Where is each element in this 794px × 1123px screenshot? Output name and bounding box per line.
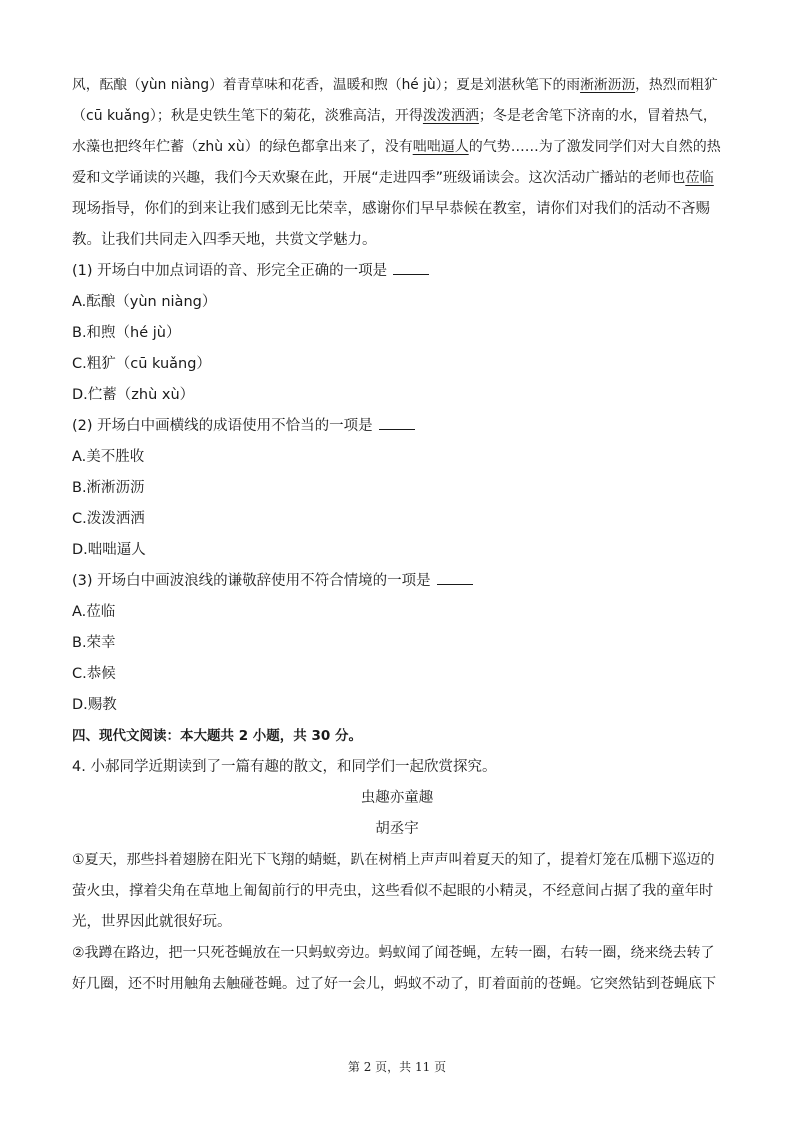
question-stem (72, 256, 722, 287)
option: A.酝酿（yùn niàng） (72, 294, 217, 310)
option: C.恭候 (72, 666, 116, 682)
intro-text: 在教室，请你们对我们的活动不吝 (478, 201, 696, 217)
honorific-word: 莅临 (685, 170, 714, 186)
option: A.莅临 (72, 604, 116, 620)
honorific-word: 教 (72, 232, 87, 248)
option: B.和煦（hé jù） (72, 325, 181, 341)
answer-blank[interactable] (437, 570, 473, 585)
option: D.赐教 (72, 697, 117, 713)
question-2 (72, 411, 722, 566)
article-paragraph-2 (72, 938, 722, 1000)
intro-line (72, 132, 722, 163)
intro-line (72, 194, 722, 225)
intro-text: 爱和文学诵读的兴趣，我们今天欢聚在此，开展“走进四季”班级诵读会。这次活动广播站的老师也 (72, 170, 686, 186)
article-line: 好几圈，还不时用触角去触碰苍蝇。过了好一会儿，蚂蚁不动了，盯着面前的苍蝇。它突然钻到苍蝇底下 (72, 976, 716, 992)
question-stem (72, 566, 722, 597)
intro-text: ，感谢你们早早 (347, 201, 449, 217)
option: B.淅淅沥沥 (72, 480, 145, 496)
option: C.粗犷（cū kuǎng） (72, 356, 211, 372)
intro-text: 。让我们共同走入四季天地，共赏文学魅力。 (86, 232, 377, 248)
question-3 (72, 566, 722, 721)
intro-line (72, 70, 722, 101)
intro-line (72, 101, 722, 132)
article-author: 胡丞宇 (375, 821, 419, 837)
section-heading: 四、现代文阅读：本大题共 2 小题，共 30 分。 (72, 728, 362, 744)
answer-blank[interactable] (393, 260, 429, 275)
question-4-stem: 4. 小郝同学近期读到了一篇有趣的散文，和同学们一起欣赏探究。 (72, 759, 497, 775)
stem-text: (1) 开场白中加点词语的音、形完全正确的一项是 (72, 263, 388, 279)
question-stem (72, 411, 722, 442)
option: D.伫蓄（zhù xù） (72, 387, 195, 403)
intro-text: ，热烈而粗犷 (635, 77, 718, 93)
stem-text: (3) 开场白中画波浪线的谦敬辞使用不符合情境的一项是 (72, 573, 431, 589)
option: D.咄咄逼人 (72, 542, 146, 558)
honorific-word: 赐 (695, 201, 710, 217)
intro-text: 风，酝酿（yùn niàng）着青草味和花香，温暖和煦（hé jù）；夏是刘湛秋笔下的雨 (72, 77, 581, 93)
option: B.荣幸 (72, 635, 116, 651)
article-title: 虫趣亦童趣 (360, 790, 434, 806)
intro-paragraph (72, 70, 722, 256)
document-page (72, 70, 722, 1000)
answer-blank[interactable] (379, 415, 415, 430)
option: A.美不胜收 (72, 449, 145, 465)
intro-text: ；冬是老舍笔下济南的水，冒着热气， (478, 108, 717, 124)
page-footer: 第 2 页，共 11 页 (347, 1060, 447, 1074)
intro-text: 水藻也把终年伫蓄（zhù xù）的绿色都拿出来了，没有 (72, 139, 413, 155)
intro-text: 的气势……为了激发同学们对大自然的热 (468, 139, 721, 155)
article-line: 光，世界因此就很好玩。 (72, 914, 232, 930)
intro-line (72, 163, 722, 194)
underlined-idiom: 淅淅沥沥 (580, 77, 636, 93)
underlined-idiom: 泼泼洒洒 (422, 108, 479, 124)
article-line: ②我蹲在路边，把一只死苍蝇放在一只蚂蚁旁边。蚂蚁闻了闻苍蝇，左转一圈，右转一圈，绕来绕去转了 (72, 945, 715, 961)
question-1 (72, 256, 722, 411)
option: C.泼泼洒洒 (72, 511, 145, 527)
intro-text: 现场指导，你们的到来让我们感到无比 (72, 201, 319, 217)
stem-text: (2) 开场白中画横线的成语使用不恰当的一项是 (72, 418, 373, 434)
article-line: 萤火虫，撑着尖角在草地上匍匐前行的甲壳虫，这些看似不起眼的小精灵，不经意间占据了我的童年时 (72, 883, 714, 899)
honorific-word: 恭候 (449, 201, 478, 217)
intro-line (72, 225, 722, 256)
article-line: ①夏天，那些抖着翅膀在阳光下飞翔的蜻蜓，趴在树梢上声声叫着夏天的知了，提着灯笼在瓜棚下巡迈的 (72, 852, 715, 868)
honorific-word: 荣幸 (318, 201, 348, 217)
intro-text: （cū kuǎng）；秋是史铁生笔下的菊花，淡雅高洁，开得 (72, 108, 423, 124)
article-paragraph-1 (72, 845, 722, 938)
underlined-idiom: 咄咄逼人 (412, 139, 469, 155)
